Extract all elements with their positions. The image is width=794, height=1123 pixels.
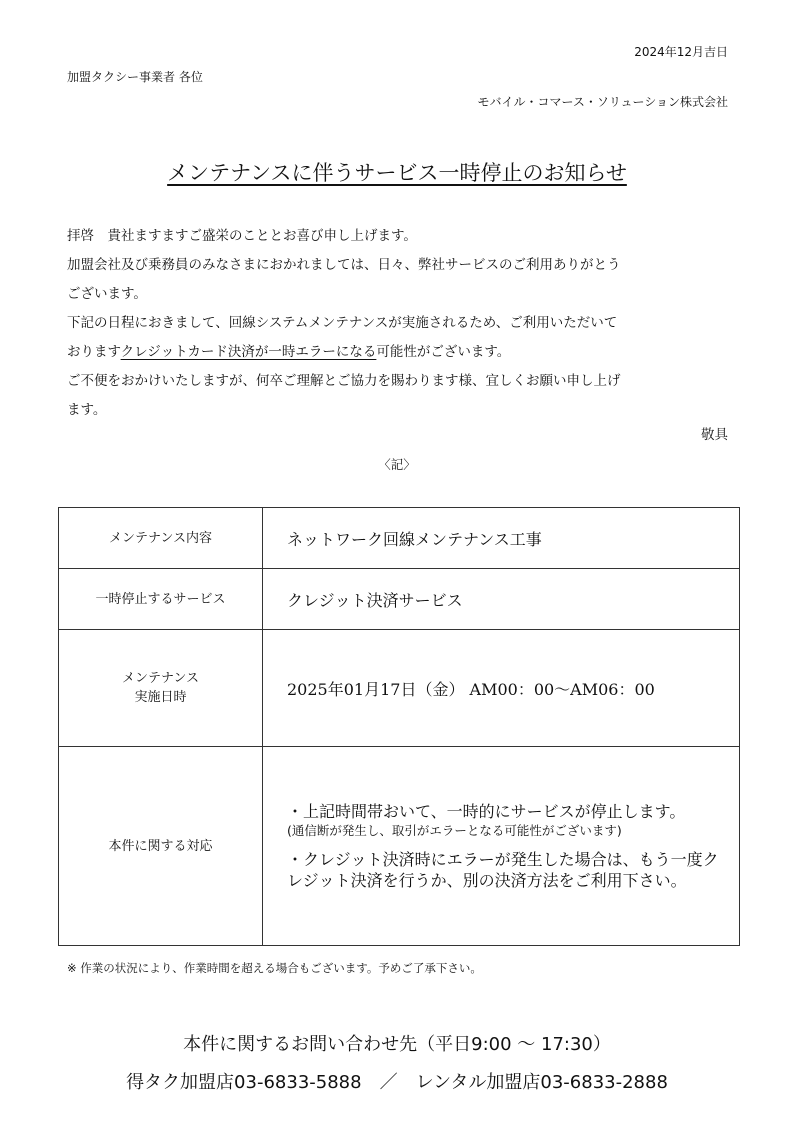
body-line: ます。 <box>67 402 107 418</box>
issue-date: 2024年12月吉日 <box>634 45 728 59</box>
row-value: クレジット決済サービス <box>263 569 740 630</box>
table-row <box>59 569 740 630</box>
body-text: おります <box>67 344 121 360</box>
body-line: 加盟会社及び乗務員のみなさまにおかれましては、日々、弊社サービスのご利用ありがとう <box>67 257 621 273</box>
title-text: メンテナンスに伴うサービス一時停止のお知らせ <box>167 161 627 185</box>
body-text: 可能性がございます。 <box>376 344 511 360</box>
body-line <box>67 338 729 367</box>
footnote: ※ 作業の状況により、作業時間を超える場合もございます。予めご了承下さい。 <box>67 961 482 975</box>
letter-body <box>67 222 729 425</box>
maintenance-table <box>58 507 740 946</box>
table-row <box>59 747 740 946</box>
table-row <box>59 508 740 569</box>
body-line: ございます。 <box>67 286 147 302</box>
label-line: 実施日時 <box>134 690 187 705</box>
response-cell <box>263 747 740 946</box>
body-line: 拝啓 貴社ますますご盛栄のこととお喜び申し上げます。 <box>67 228 417 244</box>
row-label <box>59 630 263 747</box>
row-value: ネットワーク回線メンテナンス工事 <box>263 508 740 569</box>
bullet-item: ・上記時間帯おいて、一時的にサービスが停止します。 <box>287 802 686 821</box>
sender-company: モバイル・コマース・ソリューション株式会社 <box>477 95 728 109</box>
bullet-note: (通信断が発生し、取引がエラーとなる可能性がございます) <box>287 823 622 838</box>
body-line: ご不便をおかけいたしますが、何卒ご理解とご協力を賜わります様、宜しくお願い申し上げ <box>67 373 621 389</box>
recipient: 加盟タクシー事業者 各位 <box>67 70 203 84</box>
row-label: 一時停止するサービス <box>59 569 263 630</box>
document-title <box>0 157 794 187</box>
bullet-item: ・クレジット決済時にエラーが発生した場合は、もう一度クレジット決済を行うか、別の決済方法をご利用下さい。 <box>287 850 719 890</box>
label-line: メンテナンス <box>122 671 199 686</box>
ki-heading: 〈記〉 <box>378 457 416 472</box>
closing-word: 敬具 <box>701 427 728 443</box>
table-row <box>59 630 740 747</box>
contact-phones: 得タク加盟店03-6833-5888 ／ レンタル加盟店03-6833-2888 <box>126 1072 668 1093</box>
emphasized-text: クレジットカード決済が一時エラーになる <box>120 344 377 360</box>
body-line: 下記の日程におきまして、回線システムメンテナンスが実施されるため、ご利用いただいて <box>67 315 618 331</box>
contact-heading: 本件に関するお問い合わせ先（平日9:00 ～ 17:30） <box>183 1034 611 1055</box>
row-label: 本件に関する対応 <box>59 747 263 946</box>
maintenance-datetime: 2025年01月17日（金） AM00：00～AM06：00 <box>263 630 740 747</box>
row-label: メンテナンス内容 <box>59 508 263 569</box>
